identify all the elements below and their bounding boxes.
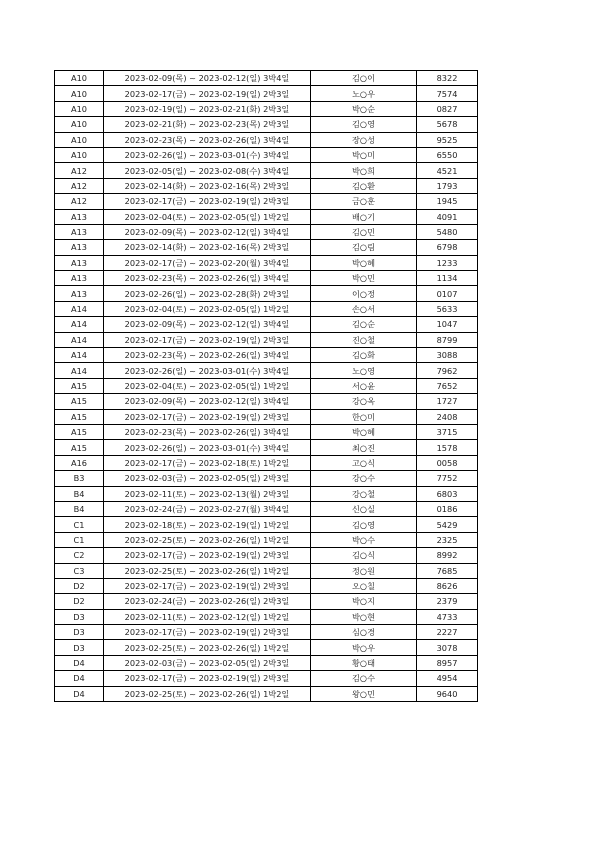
stay-period-cell: 2023-02-05(일) ~ 2023-02-08(수) 3박4일 — [104, 163, 311, 178]
code-cell: 2408 — [417, 409, 478, 424]
unit-cell: A16 — [55, 455, 104, 470]
unit-cell: D4 — [55, 686, 104, 701]
table-row — [55, 86, 478, 101]
stay-period-cell: 2023-02-23(목) ~ 2023-02-26(일) 3박4일 — [104, 424, 311, 439]
unit-cell: B3 — [55, 471, 104, 486]
code-cell: 6798 — [417, 240, 478, 255]
guest-name-cell: 박○희 — [311, 163, 417, 178]
unit-cell: A13 — [55, 240, 104, 255]
guest-name-cell: 최○진 — [311, 440, 417, 455]
stay-period-cell: 2023-02-25(토) ~ 2023-02-26(일) 1박2일 — [104, 640, 311, 655]
guest-name-cell: 박○순 — [311, 101, 417, 116]
guest-name-cell: 김○민 — [311, 224, 417, 239]
stay-period-cell: 2023-02-17(금) ~ 2023-02-19(일) 2박3일 — [104, 194, 311, 209]
unit-cell: D2 — [55, 578, 104, 593]
stay-period-cell: 2023-02-17(금) ~ 2023-02-19(일) 2박3일 — [104, 625, 311, 640]
table-row — [55, 640, 478, 655]
unit-cell: A10 — [55, 147, 104, 162]
table-row — [55, 548, 478, 563]
guest-name-cell: 박○현 — [311, 609, 417, 624]
unit-cell: A14 — [55, 301, 104, 316]
unit-cell: D2 — [55, 594, 104, 609]
table-row — [55, 286, 478, 301]
stay-period-cell: 2023-02-17(금) ~ 2023-02-19(일) 2박3일 — [104, 332, 311, 347]
code-cell: 1047 — [417, 317, 478, 332]
code-cell: 7752 — [417, 471, 478, 486]
unit-cell: D4 — [55, 655, 104, 670]
unit-cell: D3 — [55, 625, 104, 640]
table-row — [55, 578, 478, 593]
guest-name-cell: 노○우 — [311, 86, 417, 101]
code-cell: 3088 — [417, 348, 478, 363]
unit-cell: C2 — [55, 548, 104, 563]
stay-period-cell: 2023-02-17(금) ~ 2023-02-20(월) 3박4일 — [104, 255, 311, 270]
code-cell: 5678 — [417, 117, 478, 132]
stay-period-cell: 2023-02-17(금) ~ 2023-02-19(일) 2박3일 — [104, 578, 311, 593]
guest-name-cell: 김○순 — [311, 317, 417, 332]
unit-cell: B4 — [55, 486, 104, 501]
unit-cell: A15 — [55, 409, 104, 424]
guest-name-cell: 박○민 — [311, 271, 417, 286]
guest-name-cell: 손○서 — [311, 301, 417, 316]
code-cell: 8799 — [417, 332, 478, 347]
guest-name-cell: 박○혜 — [311, 424, 417, 439]
guest-name-cell: 장○성 — [311, 132, 417, 147]
code-cell: 8626 — [417, 578, 478, 593]
code-cell: 7652 — [417, 378, 478, 393]
guest-name-cell: 이○정 — [311, 286, 417, 301]
unit-cell: A10 — [55, 132, 104, 147]
unit-cell: A10 — [55, 71, 104, 86]
guest-name-cell: 황○태 — [311, 655, 417, 670]
code-cell: 7685 — [417, 563, 478, 578]
guest-name-cell: 오○칠 — [311, 578, 417, 593]
guest-name-cell: 진○철 — [311, 332, 417, 347]
table-row — [55, 517, 478, 532]
unit-cell: A15 — [55, 440, 104, 455]
unit-cell: A14 — [55, 363, 104, 378]
table-row — [55, 486, 478, 501]
unit-cell: A14 — [55, 348, 104, 363]
code-cell: 8957 — [417, 655, 478, 670]
table-row — [55, 394, 478, 409]
unit-cell: A10 — [55, 101, 104, 116]
unit-cell: C1 — [55, 532, 104, 547]
code-cell: 1727 — [417, 394, 478, 409]
stay-period-cell: 2023-02-11(토) ~ 2023-02-13(월) 2박3일 — [104, 486, 311, 501]
table-row — [55, 117, 478, 132]
table-row — [55, 655, 478, 670]
code-cell: 4954 — [417, 671, 478, 686]
table-row — [55, 671, 478, 686]
stay-period-cell: 2023-02-17(금) ~ 2023-02-19(일) 2박3일 — [104, 671, 311, 686]
table-row — [55, 71, 478, 86]
code-cell: 0058 — [417, 455, 478, 470]
unit-cell: A15 — [55, 394, 104, 409]
stay-period-cell: 2023-02-21(화) ~ 2023-02-23(목) 2박3일 — [104, 117, 311, 132]
code-cell: 4521 — [417, 163, 478, 178]
code-cell: 2227 — [417, 625, 478, 640]
stay-period-cell: 2023-02-04(토) ~ 2023-02-05(일) 1박2일 — [104, 301, 311, 316]
table-row — [55, 332, 478, 347]
guest-name-cell: 박○우 — [311, 640, 417, 655]
code-cell: 9525 — [417, 132, 478, 147]
table-row — [55, 424, 478, 439]
guest-name-cell: 노○영 — [311, 363, 417, 378]
table-row — [55, 301, 478, 316]
code-cell: 4091 — [417, 209, 478, 224]
code-cell: 5480 — [417, 224, 478, 239]
guest-name-cell: 김○수 — [311, 671, 417, 686]
table-row — [55, 440, 478, 455]
table-row — [55, 348, 478, 363]
stay-period-cell: 2023-02-23(목) ~ 2023-02-26(일) 3박4일 — [104, 132, 311, 147]
guest-name-cell: 박○혜 — [311, 255, 417, 270]
unit-cell: A13 — [55, 271, 104, 286]
stay-period-cell: 2023-02-17(금) ~ 2023-02-19(일) 2박3일 — [104, 86, 311, 101]
guest-name-cell: 신○실 — [311, 501, 417, 516]
guest-name-cell: 김○영 — [311, 517, 417, 532]
table-row — [55, 132, 478, 147]
code-cell: 6550 — [417, 147, 478, 162]
stay-period-cell: 2023-02-14(화) ~ 2023-02-16(목) 2박3일 — [104, 178, 311, 193]
table-row — [55, 501, 478, 516]
code-cell: 8322 — [417, 71, 478, 86]
unit-cell: A10 — [55, 86, 104, 101]
code-cell: 1134 — [417, 271, 478, 286]
stay-period-cell: 2023-02-26(일) ~ 2023-03-01(수) 3박4일 — [104, 147, 311, 162]
code-cell: 2325 — [417, 532, 478, 547]
stay-period-cell: 2023-02-17(금) ~ 2023-02-19(일) 2박3일 — [104, 548, 311, 563]
table-row — [55, 101, 478, 116]
table-row — [55, 594, 478, 609]
unit-cell: A14 — [55, 317, 104, 332]
unit-cell: B4 — [55, 501, 104, 516]
table-row — [55, 609, 478, 624]
table-row — [55, 532, 478, 547]
unit-cell: A13 — [55, 255, 104, 270]
stay-period-cell: 2023-02-09(목) ~ 2023-02-12(일) 3박4일 — [104, 71, 311, 86]
code-cell: 3715 — [417, 424, 478, 439]
stay-period-cell: 2023-02-03(금) ~ 2023-02-05(일) 2박3일 — [104, 655, 311, 670]
table-row — [55, 378, 478, 393]
unit-cell: A10 — [55, 117, 104, 132]
unit-cell: D4 — [55, 671, 104, 686]
unit-cell: A15 — [55, 378, 104, 393]
stay-period-cell: 2023-02-23(목) ~ 2023-02-26(일) 3박4일 — [104, 348, 311, 363]
code-cell: 7574 — [417, 86, 478, 101]
code-cell: 1793 — [417, 178, 478, 193]
stay-period-cell: 2023-02-23(목) ~ 2023-02-26(일) 3박4일 — [104, 271, 311, 286]
table-row — [55, 686, 478, 701]
stay-period-cell: 2023-02-03(금) ~ 2023-02-05(일) 2박3일 — [104, 471, 311, 486]
table-row — [55, 255, 478, 270]
table-row — [55, 471, 478, 486]
guest-name-cell: 심○경 — [311, 625, 417, 640]
guest-name-cell: 강○옥 — [311, 394, 417, 409]
guest-name-cell: 정○원 — [311, 563, 417, 578]
unit-cell: A13 — [55, 286, 104, 301]
code-cell: 1578 — [417, 440, 478, 455]
guest-name-cell: 서○윤 — [311, 378, 417, 393]
stay-period-cell: 2023-02-09(목) ~ 2023-02-12(일) 3박4일 — [104, 317, 311, 332]
stay-period-cell: 2023-02-04(토) ~ 2023-02-05(일) 1박2일 — [104, 209, 311, 224]
table-row — [55, 317, 478, 332]
reservation-table — [54, 70, 478, 702]
guest-name-cell: 박○미 — [311, 147, 417, 162]
guest-name-cell: 강○수 — [311, 471, 417, 486]
table-row — [55, 563, 478, 578]
table-row — [55, 240, 478, 255]
unit-cell: A12 — [55, 163, 104, 178]
guest-name-cell: 김○영 — [311, 117, 417, 132]
table-row — [55, 178, 478, 193]
code-cell: 5429 — [417, 517, 478, 532]
table-row — [55, 147, 478, 162]
stay-period-cell: 2023-02-17(금) ~ 2023-02-19(일) 2박3일 — [104, 409, 311, 424]
code-cell: 0827 — [417, 101, 478, 116]
stay-period-cell: 2023-02-26(일) ~ 2023-02-28(화) 2박3일 — [104, 286, 311, 301]
code-cell: 5633 — [417, 301, 478, 316]
stay-period-cell: 2023-02-25(토) ~ 2023-02-26(일) 1박2일 — [104, 532, 311, 547]
unit-cell: A13 — [55, 224, 104, 239]
guest-name-cell: 금○훈 — [311, 194, 417, 209]
stay-period-cell: 2023-02-17(금) ~ 2023-02-18(토) 1박2일 — [104, 455, 311, 470]
reservation-table-body — [55, 71, 478, 702]
stay-period-cell: 2023-02-14(화) ~ 2023-02-16(목) 2박3일 — [104, 240, 311, 255]
table-row — [55, 409, 478, 424]
table-row — [55, 194, 478, 209]
guest-name-cell: 고○식 — [311, 455, 417, 470]
guest-name-cell: 한○미 — [311, 409, 417, 424]
code-cell: 6803 — [417, 486, 478, 501]
guest-name-cell: 박○지 — [311, 594, 417, 609]
unit-cell: D3 — [55, 640, 104, 655]
unit-cell: D3 — [55, 609, 104, 624]
code-cell: 0186 — [417, 501, 478, 516]
guest-name-cell: 강○철 — [311, 486, 417, 501]
code-cell: 2379 — [417, 594, 478, 609]
table-row — [55, 455, 478, 470]
stay-period-cell: 2023-02-25(토) ~ 2023-02-26(일) 1박2일 — [104, 563, 311, 578]
unit-cell: A12 — [55, 194, 104, 209]
stay-period-cell: 2023-02-24(금) ~ 2023-02-26(일) 2박3일 — [104, 594, 311, 609]
unit-cell: A12 — [55, 178, 104, 193]
stay-period-cell: 2023-02-24(금) ~ 2023-02-27(월) 3박4일 — [104, 501, 311, 516]
unit-cell: C1 — [55, 517, 104, 532]
guest-name-cell: 김○환 — [311, 178, 417, 193]
code-cell: 0107 — [417, 286, 478, 301]
table-row — [55, 163, 478, 178]
guest-name-cell: 김○화 — [311, 348, 417, 363]
guest-name-cell: 김○식 — [311, 548, 417, 563]
code-cell: 7962 — [417, 363, 478, 378]
code-cell: 8992 — [417, 548, 478, 563]
table-row — [55, 224, 478, 239]
code-cell: 4733 — [417, 609, 478, 624]
stay-period-cell: 2023-02-09(목) ~ 2023-02-12(일) 3박4일 — [104, 394, 311, 409]
code-cell: 9640 — [417, 686, 478, 701]
guest-name-cell: 배○기 — [311, 209, 417, 224]
code-cell: 1233 — [417, 255, 478, 270]
stay-period-cell: 2023-02-25(토) ~ 2023-02-26(일) 1박2일 — [104, 686, 311, 701]
stay-period-cell: 2023-02-26(일) ~ 2023-03-01(수) 3박4일 — [104, 440, 311, 455]
guest-name-cell: 김○림 — [311, 240, 417, 255]
unit-cell: A15 — [55, 424, 104, 439]
code-cell: 3078 — [417, 640, 478, 655]
table-row — [55, 363, 478, 378]
stay-period-cell: 2023-02-18(토) ~ 2023-02-19(일) 1박2일 — [104, 517, 311, 532]
guest-name-cell: 김○이 — [311, 71, 417, 86]
guest-name-cell: 왕○민 — [311, 686, 417, 701]
stay-period-cell: 2023-02-26(일) ~ 2023-03-01(수) 3박4일 — [104, 363, 311, 378]
stay-period-cell: 2023-02-11(토) ~ 2023-02-12(일) 1박2일 — [104, 609, 311, 624]
table-row — [55, 625, 478, 640]
guest-name-cell: 박○수 — [311, 532, 417, 547]
unit-cell: A13 — [55, 209, 104, 224]
unit-cell: A14 — [55, 332, 104, 347]
unit-cell: C3 — [55, 563, 104, 578]
stay-period-cell: 2023-02-04(토) ~ 2023-02-05(일) 1박2일 — [104, 378, 311, 393]
stay-period-cell: 2023-02-09(목) ~ 2023-02-12(일) 3박4일 — [104, 224, 311, 239]
table-row — [55, 209, 478, 224]
code-cell: 1945 — [417, 194, 478, 209]
table-row — [55, 271, 478, 286]
stay-period-cell: 2023-02-19(일) ~ 2023-02-21(화) 2박3일 — [104, 101, 311, 116]
